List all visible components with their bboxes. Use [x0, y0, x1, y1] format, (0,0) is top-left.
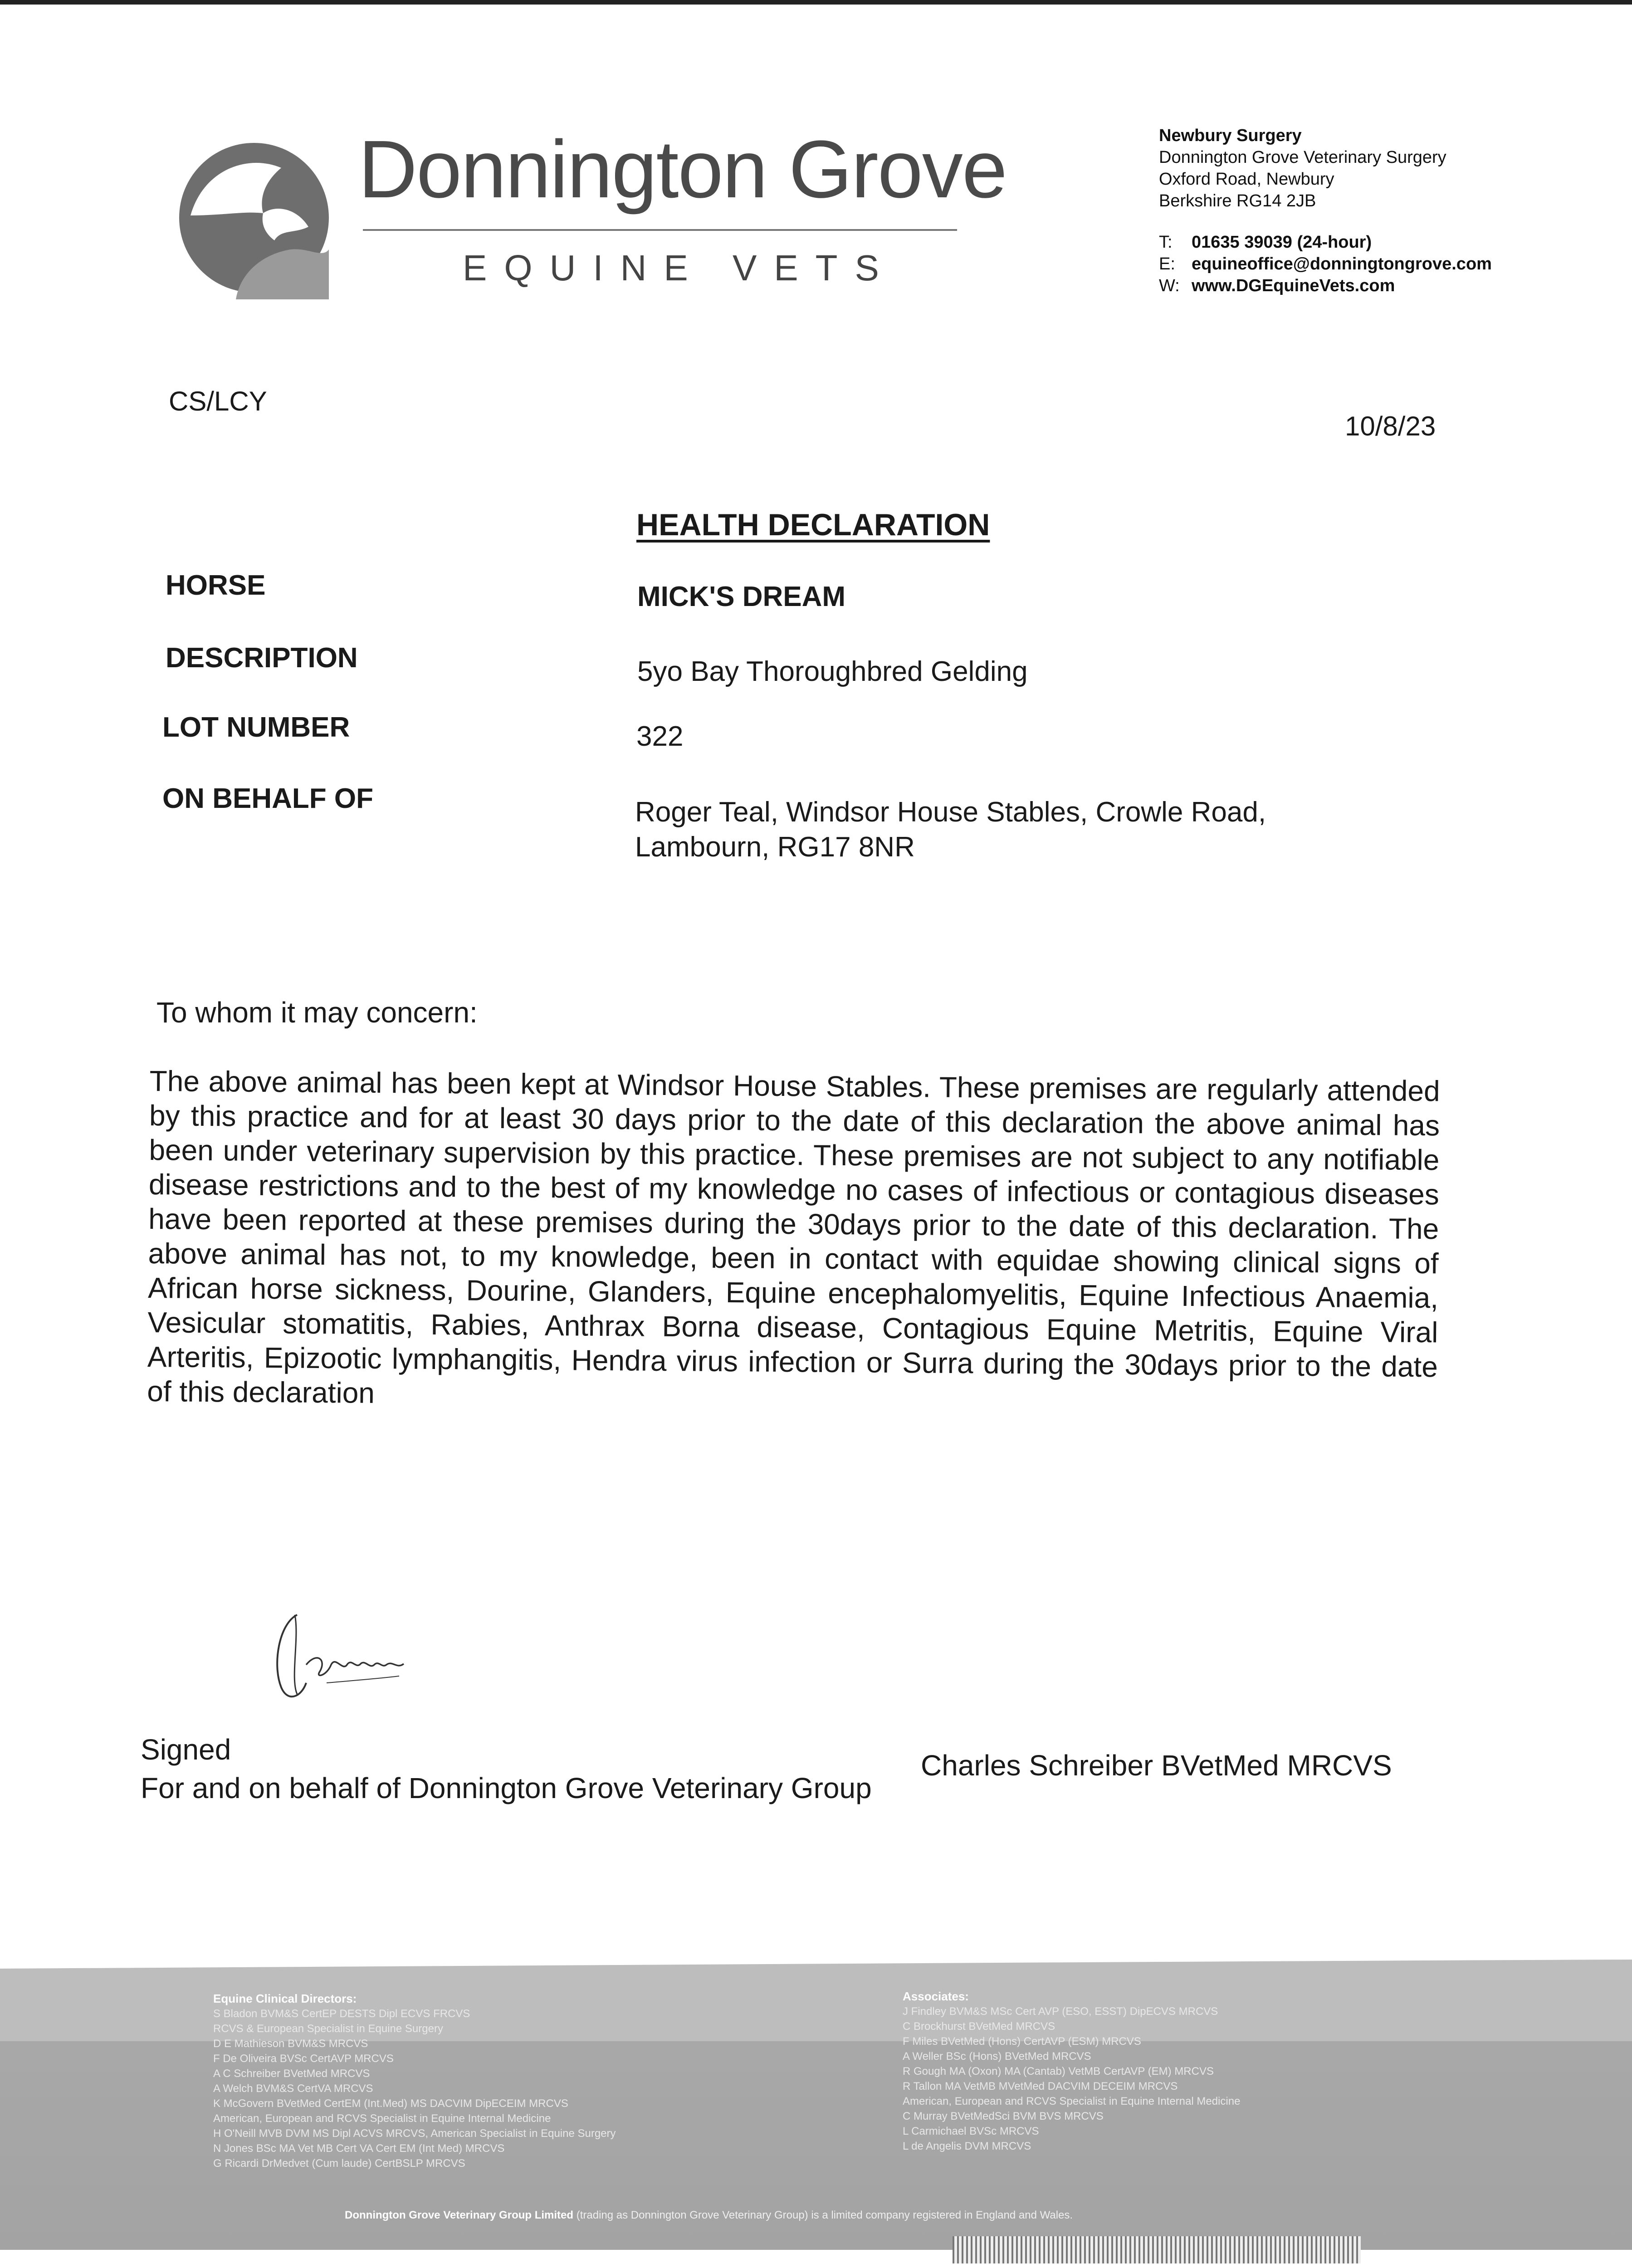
- web-label: W:: [1159, 276, 1180, 295]
- handwritten-signature: [263, 1597, 445, 1715]
- director-entry: A C Schreiber BVetMed MRCVS: [213, 2068, 370, 2080]
- associates-list: [903, 1989, 1240, 2154]
- brand-subtitle: EQUINE VETS: [463, 248, 896, 288]
- associate-entry: A Weller BSc (Hons) BVetMed MRCVS: [903, 2050, 1091, 2063]
- on-behalf-of-value: Roger Teal, Windsor House Stables, Crowle Road,: [635, 797, 1266, 828]
- lot-number-value: 322: [636, 721, 684, 752]
- greeting: To whom it may concern:: [156, 996, 478, 1029]
- director-entry: American, European and RCVS Specialist in Equine Internal Medicine: [213, 2112, 551, 2125]
- brand-divider: [363, 229, 957, 231]
- associate-entry: R Gough MA (Oxon) MA (Cantab) VetMB CertAVP (EM) MRCVS: [903, 2065, 1214, 2077]
- description-value: 5yo Bay Thoroughbred Gelding: [637, 656, 1028, 687]
- scan-barcode-strip: [953, 2236, 1361, 2263]
- on-behalf-statement: For and on behalf of Donnington Grove Veterinary Group: [141, 1772, 872, 1804]
- description-label: DESCRIPTION: [166, 642, 358, 674]
- horse-head-logo-icon: [172, 136, 336, 299]
- declaration-body: The above animal has been kept at Windsor House Stables. These premises are regularly attended by this practice and for at least 30 days prior to the date of this declaration the above animal has been under veterinary supervision by this practice. These premises are not subject to any notifiable disease restrictions and to the best of my knowledge no cases of infectious or contagious diseases have been reported at these premises during the 30days prior to the date of this declaration. The above animal has not, to my knowledge, been in contact with equidae showing clinical signs of African horse sickness, Dourine, Glanders, Equine encephalomyelitis, Equine Infectious Anaemia, Vesicular stomatitis, Rabies, Anthrax Borna disease, Contagious Equine Metritis, Equine Viral Arteritis, Epizootic lymphangitis, Hendra virus infection or Surra during the 30days prior to the date of this declaration: [147, 1065, 1440, 1409]
- signed-label: Signed: [141, 1733, 231, 1766]
- director-entry: H O'Neill MVB DVM MS Dipl ACVS MRCVS, American Specialist in Equine Surgery: [213, 2127, 616, 2140]
- phone-label: T:: [1159, 233, 1173, 252]
- director-entry: D E Mathieson BVM&S MRCVS: [213, 2038, 368, 2050]
- associate-entry: C Murray BVetMedSci BVM BVS MRCVS: [903, 2110, 1104, 2122]
- director-entry: F De Oliveira BVSc CertAVP MRCVS: [213, 2053, 394, 2065]
- email-link[interactable]: equineoffice@donningtongrove.com: [1192, 254, 1492, 274]
- associate-entry: J Findley BVM&S MSc Cert AVP (ESO, ESST) DipECVS MRCVS: [903, 2005, 1218, 2018]
- clinical-directors-list: [213, 1991, 616, 2171]
- associate-entry: L de Angelis DVM MRCVS: [903, 2140, 1031, 2152]
- address-line: Oxford Road, Newbury: [1159, 170, 1334, 189]
- associate-entry: C Brockhurst BVetMed MRCVS: [903, 2020, 1055, 2033]
- associate-entry: F Miles BVetMed (Hons) CertAVP (ESM) MRCVS: [903, 2035, 1141, 2048]
- associate-entry: R Tallon MA VetMB MVetMed DACVIM DECEIM MRCVS: [903, 2080, 1178, 2092]
- company-legal-line: [345, 2209, 1073, 2222]
- reference-code: CS/LCY: [169, 386, 267, 416]
- contact-details: [1159, 231, 1492, 297]
- director-entry: A Welch BVM&S CertVA MRCVS: [213, 2082, 373, 2095]
- associate-entry: American, European and RCVS Specialist in Equine Internal Medicine: [903, 2095, 1241, 2107]
- director-entry: G Ricardi DrMedvet (Cum laude) CertBSLP MRCVS: [213, 2157, 465, 2170]
- horse-label: HORSE: [166, 570, 266, 601]
- lot-number-label: LOT NUMBER: [162, 712, 350, 743]
- surgery-address: [1159, 125, 1446, 212]
- document-title: HEALTH DECLARATION: [636, 508, 990, 542]
- on-behalf-of-value-line2: Lambourn, RG17 8NR: [635, 831, 915, 863]
- scan-top-border: [0, 0, 1632, 5]
- address-line: Newbury Surgery: [1159, 126, 1302, 145]
- directors-heading: Equine Clinical Directors:: [213, 1992, 357, 2005]
- on-behalf-of-label: ON BEHALF OF: [162, 783, 373, 814]
- brand-name: Donnington Grove: [358, 124, 1007, 215]
- associates-heading: Associates:: [903, 1989, 969, 2003]
- letter-date: 10/8/23: [1345, 411, 1436, 441]
- website-link[interactable]: www.DGEquineVets.com: [1192, 276, 1395, 295]
- phone-number[interactable]: 01635 39039 (24-hour): [1192, 233, 1372, 252]
- horse-value: MICK'S DREAM: [637, 581, 846, 612]
- company-legal-name: Donnington Grove Veterinary Group Limited: [345, 2209, 574, 2221]
- email-label: E:: [1159, 254, 1175, 274]
- director-entry: S Bladon BVM&S CertEP DESTS Dipl ECVS FRCVS: [213, 2008, 470, 2020]
- address-line: Donnington Grove Veterinary Surgery: [1159, 148, 1446, 167]
- address-line: Berkshire RG14 2JB: [1159, 191, 1316, 210]
- company-legal-text: (trading as Donnington Grove Veterinary Group) is a limited company registered in England and Wales.: [576, 2209, 1073, 2221]
- director-entry: N Jones BSc MA Vet MB Cert VA Cert EM (Int Med) MRCVS: [213, 2142, 505, 2155]
- director-entry: RCVS & European Specialist in Equine Surgery: [213, 2023, 443, 2035]
- associate-entry: L Carmichael BVSc MRCVS: [903, 2125, 1039, 2137]
- signer-name: Charles Schreiber BVetMed MRCVS: [921, 1749, 1392, 1782]
- director-entry: K McGovern BVetMed CertEM (Int.Med) MS DACVIM DipECEIM MRCVS: [213, 2097, 568, 2110]
